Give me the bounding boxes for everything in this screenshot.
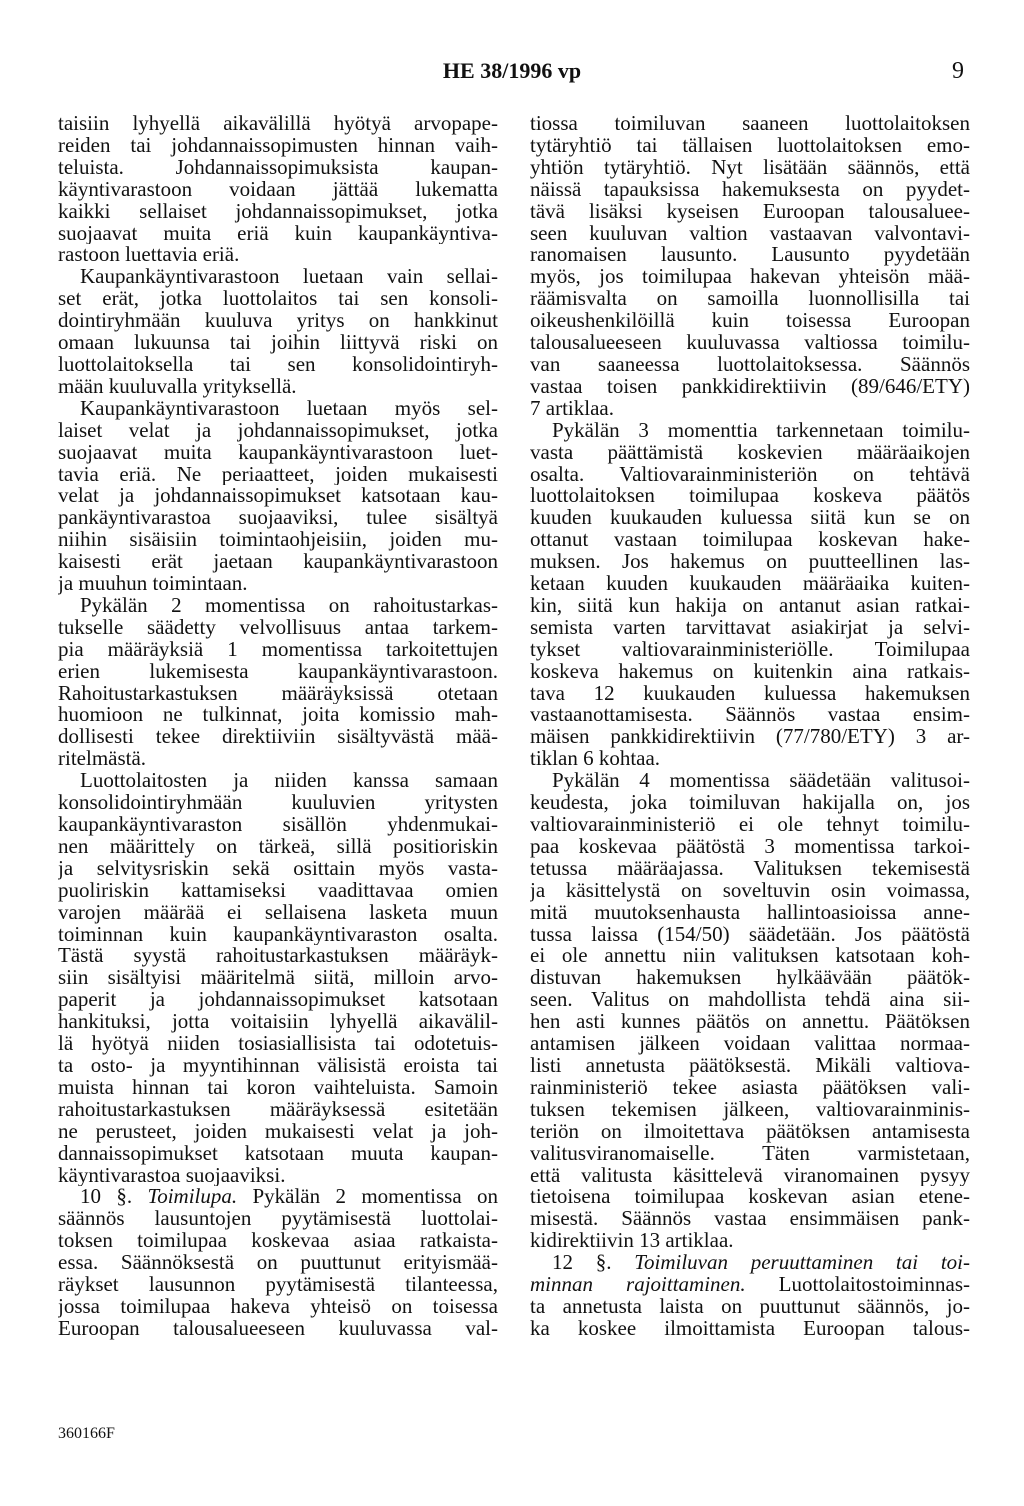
text-line: rastoon luettavia eriä.: [58, 244, 240, 267]
text-line: mäisen pankkidirektiivin (77/780/ETY) 3 ar-: [530, 726, 970, 749]
text-line: siin sisältyisi määritelmä siitä, milloin arvo-: [58, 967, 498, 990]
text-line: ne perusteet, joiden mukaisesti velat ja joh-: [58, 1120, 498, 1143]
text-line: tiossa toimiluvan saaneen luottolaitoksen: [530, 113, 970, 135]
text-line: huomioon ne tulkinnat, joita komissio mah-: [58, 704, 498, 727]
text-line: essa. Säännöksestä on puuttunut erityismää-: [58, 1252, 498, 1275]
text-line: oikeushenkilöillä kuin toisessa Euroopan: [530, 310, 970, 333]
text-line: distuvan hakemuksen hylkäävään päätök-: [530, 967, 970, 990]
text-line: tavia eriä. Ne periaatteet, joiden mukaisesti: [58, 463, 498, 486]
text-line: 7 artiklaa.: [530, 397, 614, 420]
page-number: 9: [952, 58, 964, 84]
text-line: set erät, jotka luottolaitos tai sen konsoli-: [58, 288, 498, 311]
text-line: myös, jos toimilupaa hakevan yhteisön mää-: [530, 266, 970, 289]
text-line: valtiovarainministeriö ei ole tehnyt toimilu-: [530, 814, 970, 836]
text-line: räykset lausunnon pyytämisestä tilanteessa,: [58, 1274, 498, 1296]
text-line: tietoisena toimilupaa koskevan asian etene-: [530, 1186, 970, 1209]
text-line: näissä tapauksissa hakemuksesta on pyydet-: [530, 178, 970, 201]
text-line: vastaa toisen pankkidirektiivin (89/646/ETY): [530, 375, 970, 398]
text-line: ka koskee ilmoittamista Euroopan talous-: [530, 1317, 970, 1340]
text-line: velat ja johdannaissopimukset katsotaan kau-: [58, 485, 498, 508]
text-line: teriön on ilmoitettava päätöksen antamisesta: [530, 1120, 970, 1143]
text-line: puoliriskin kattamiseksi vaadittavaa omien: [58, 879, 498, 902]
text-line: konsolidointiryhmään kuuluvien yritysten: [58, 792, 498, 814]
text-line: toiminnan kuin kaupankäyntivaraston osalta.: [58, 923, 498, 946]
text-line: ritelmästä.: [58, 748, 147, 771]
text-line: Luottolaitosten ja niiden kanssa samaan: [80, 770, 498, 793]
text-line: dollisesti tekee direktiiviin sisältyvästä mää-: [58, 726, 498, 749]
text-line: luottolaitoksella tai sen konsolidointiryh-: [58, 353, 498, 376]
text-line: jossa toimilupaa hakeva yhteisö on toisessa: [58, 1295, 498, 1318]
text-line: reiden tai johdannaissopimusten hinnan vaih-: [58, 134, 498, 157]
text-line: tukselle säädetty velvollisuus antaa tarkem-: [58, 616, 498, 639]
text-line: valitusviranomaiselle. Täten varmistetaan,: [530, 1142, 970, 1165]
text-line: lä hyötyä niiden tosiasiallisista tai odotetuis-: [58, 1033, 498, 1055]
section-heading: Toimiluvan peruuttaminen tai toi-: [634, 1252, 970, 1275]
text-line: tävä lisäksi kyseisen Euroopan talousaluee-: [530, 200, 970, 223]
text-line: ottanut vastaan toimilupaa koskevan hake-: [530, 529, 970, 552]
text-line: mitä muutoksenhausta hallintoasioissa anne-: [530, 901, 970, 924]
text-line: laiset velat ja johdannaissopimukset, jotka: [58, 419, 498, 442]
text-line: ketaan kuuden kuukauden määräaika kuiten-: [530, 573, 970, 595]
text-line: vasta päättämistä koskevien määräaikojen: [530, 441, 970, 464]
text-line: rainministeriö tekee asiasta päätöksen vali-: [530, 1076, 970, 1099]
text-line: suojaavat muita kaupankäyntivarastoon luet-: [58, 441, 498, 464]
text-line: ta annetusta laista on puuttunut säännös, jo-: [530, 1295, 970, 1318]
right-text-column: [530, 113, 970, 1340]
text-line: ranomaisen lausunto. Lausunto pyydetään: [530, 244, 970, 267]
text-line: Rahoitustarkastuksen määräyksissä otetaan: [58, 682, 498, 705]
text-line: keudesta, joka toimiluvan hakijalla on, jos: [530, 792, 970, 814]
text-line: Kaupankäyntivarastoon luetaan myös sel-: [80, 397, 498, 420]
text-line: taisiin lyhyellä aikavälillä hyötyä arvopape-: [58, 113, 498, 135]
text-line: hankituksi, jotta voitaisiin lyhyellä aikavälil-: [58, 1011, 498, 1034]
section-10-line: 10 §. Toimilupa. Pykälän 2 momentissa on: [80, 1186, 498, 1209]
text-line: kidirektiivin 13 artiklaa.: [530, 1230, 734, 1253]
text-line: ja muuhun toimintaan.: [58, 573, 248, 595]
text-line: nen määrittely on tärkeä, sillä positioriskin: [58, 835, 498, 858]
text-line: muista hinnan tai koron vaihteluista. Samoin: [58, 1076, 498, 1099]
text-line: muksen. Jos hakemus on puutteellinen las-: [530, 551, 970, 574]
text-line: dannaissopimukset katsotaan muuta kaupan-: [58, 1142, 498, 1165]
text-line: tussa laissa (154/50) säädetään. Jos päätöstä: [530, 923, 970, 946]
text-line: pankäyntivarastoa suojaaviksi, tulee sisältyä: [58, 507, 498, 530]
text-line: Pykälän 3 momenttia tarkennetaan toimilu-: [552, 419, 970, 442]
text-line: ei ole annettu niin valituksen katsotaan koh-: [530, 945, 970, 968]
text-line: ta osto- ja myyntihinnan välisistä eroista tai: [58, 1054, 498, 1077]
text-line: että valitusta käsittelevä viranomainen pysyy: [530, 1164, 970, 1187]
text-line: kaisesti erät jaetaan kaupankäyntivarastoon: [58, 551, 498, 574]
text-line: suojaavat muita eriä kuin kaupankäyntiva-: [58, 222, 498, 245]
text-line: tetussa määräajassa. Valituksen tekemisestä: [530, 857, 970, 880]
text-line: kin, siitä kun hakija on antanut asian ratkai-: [530, 594, 970, 617]
text-line: talousalueeseen kuuluvassa valtiossa toimilu-: [530, 332, 970, 354]
text-line: kuuden kuukauden kuluessa siitä kun se on: [530, 507, 970, 530]
text-line: toksen toimilupaa koskevaa asiaa ratkaista-: [58, 1230, 498, 1253]
text-line: niihin sisäisiin toimintaohjeisiin, joiden mu-: [58, 529, 498, 552]
text-line: seen kuuluvan valtion vastaavan valvontavi-: [530, 222, 970, 245]
text-line: kaikki sellaiset johdannaissopimukset, jotka: [58, 200, 498, 223]
text-line: seen. Valitus on mahdollista tehdä aina sii-: [530, 989, 970, 1012]
text-line: paperit ja johdannaissopimukset katsotaan: [58, 989, 498, 1012]
text-line: ja käsittelystä on soveltuvin osin voimassa,: [530, 879, 970, 902]
text-line: van saaneessa luottolaitoksessa. Säännös: [530, 353, 970, 376]
text-line: käyntivarastoa suojaaviksi.: [58, 1164, 286, 1187]
text-line: Pykälän 2 momentissa on rahoitustarkas-: [80, 594, 498, 617]
text-line: Euroopan talousalueeseen kuuluvassa val-: [58, 1317, 498, 1340]
text-line: teluista. Johdannaissopimuksista kaupan-: [58, 156, 498, 179]
text-line: käyntivarastoon voidaan jättää lukematta: [58, 178, 498, 201]
text-line: listi annetusta päätöksestä. Mikäli valtiova-: [530, 1054, 970, 1077]
text-line: tava 12 kuukauden kuluessa hakemuksen: [530, 682, 970, 705]
text-line: koskeva hakemus on kuitenkin aina ratkais-: [530, 660, 970, 683]
text-line: osalta. Valtiovarainministeriön on tehtävä: [530, 463, 970, 486]
text-line: Tästä syystä rahoitustarkastuksen määräyk-: [58, 945, 498, 968]
text-line: erien lukemisesta kaupankäyntivarastoon.: [58, 660, 498, 683]
text-line: luottolaitoksen toimilupaa koskeva päätös: [530, 485, 970, 508]
running-header: HE 38/1996 vp: [442, 58, 582, 83]
text-line: ja selvitysriskin sekä osittain myös vasta-: [58, 857, 498, 880]
text-line: Pykälän 4 momentissa säädetään valitusoi-: [552, 770, 970, 793]
text-line: dointiryhmään kuuluva yritys on hankkinut: [58, 310, 498, 333]
text-line: mään kuuluvalla yrityksellä.: [58, 375, 297, 398]
text-line: tykset valtiovarainministeriölle. Toimilupaa: [530, 638, 970, 661]
text-line: pia määräyksiä 1 momentissa tarkoitettujen: [58, 638, 498, 661]
section-12-line: minnan rajoittaminen. Luottolaitostoiminnas-: [530, 1274, 970, 1296]
text-line: varojen määrää ei sellaisena lasketa muun: [58, 901, 498, 924]
text-line: hen asti kunnes päätös on annettu. Päätöksen: [530, 1011, 970, 1034]
section-heading: minnan rajoittaminen.: [530, 1274, 746, 1296]
text-line: kaupankäyntivaraston sisällön yhdenmukai-: [58, 814, 498, 836]
document-code: 360166F: [58, 1425, 115, 1442]
text-line: rahoitustarkastuksen määräyksessä esitetään: [58, 1098, 498, 1121]
text-line: semista varten tarvittavat asiakirjat ja selvi-: [530, 616, 970, 639]
text-line: säännös lausuntojen pyytämisestä luottolai-: [58, 1208, 498, 1231]
text-line: tuksen tekemisen jälkeen, valtiovarainminis-: [530, 1098, 970, 1121]
text-line: misestä. Säännös vastaa ensimmäisen pank-: [530, 1208, 970, 1231]
text-line: omaan lukuunsa tai joihin liittyvä riski on: [58, 332, 498, 354]
text-line: räämisvalta on samoilla luonnollisilla tai: [530, 288, 970, 311]
text-line: Kaupankäyntivarastoon luetaan vain sellai-: [80, 266, 498, 289]
text-line: tiklan 6 kohtaa.: [530, 748, 661, 771]
text-line: vastaanottamisesta. Säännös vastaa ensim-: [530, 704, 970, 727]
left-text-column: [58, 113, 498, 1340]
text-line: antamisen jälkeen voidaan valittaa normaa-: [530, 1033, 970, 1055]
section-heading: Toimilupa.: [147, 1186, 238, 1209]
text-line: paa koskevaa päätöstä 3 momentissa tarkoi-: [530, 835, 970, 858]
text-line: yhtiön tytäryhtiö. Nyt lisätään säännös, että: [530, 156, 970, 179]
text-line: tytäryhtiö tai tällaisen luottolaitoksen emo-: [530, 134, 970, 157]
section-12-line: 12 §. Toimiluvan peruuttaminen tai toi-: [552, 1252, 970, 1275]
